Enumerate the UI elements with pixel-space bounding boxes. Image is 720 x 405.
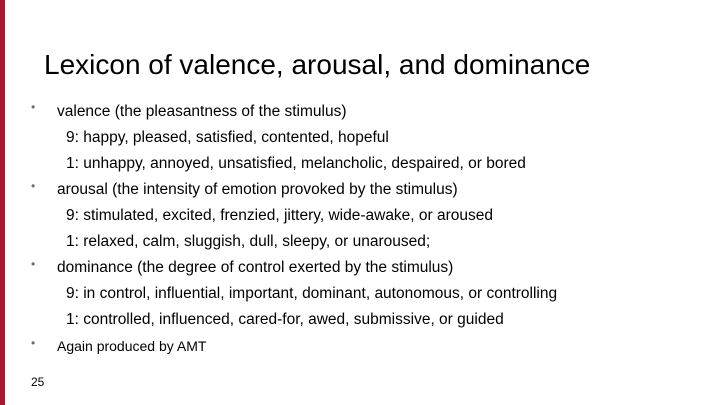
term-description: (the pleasantness of the stimulus) [110, 103, 347, 120]
list-item-valence [57, 102, 347, 122]
slide-accent-bar [0, 0, 5, 405]
term-description: (the intensity of emotion provoked by the stimulus) [107, 181, 458, 198]
arousal-high-words: 9: stimulated, excited, frenzied, jittery, wide-awake, or aroused [66, 207, 494, 224]
slide-number: 25 [31, 375, 45, 389]
term-label: arousal [57, 181, 108, 198]
note-text: Again produced by AMT [57, 338, 207, 354]
valence-high-words: 9: happy, pleased, satisfied, contented, hopeful [66, 129, 389, 146]
bullet-icon: • [31, 179, 36, 193]
slide-title: Lexicon of valence, arousal, and dominance [44, 49, 591, 80]
list-item-arousal [57, 180, 458, 200]
valence-low-words: 1: unhappy, annoyed, unsatisfied, melancholic, despaired, or bored [66, 155, 526, 172]
term-label: valence [57, 103, 111, 120]
term-label: dominance [57, 259, 133, 276]
dominance-high-words: 9: in control, influential, important, dominant, autonomous, or controlling [66, 285, 558, 302]
bullet-icon: • [31, 100, 36, 114]
arousal-low-words: 1: relaxed, calm, sluggish, dull, sleepy, or unaroused; [66, 233, 431, 250]
bullet-icon: • [31, 257, 36, 271]
dominance-low-words: 1: controlled, influenced, cared-for, awed, submissive, or guided [66, 311, 504, 328]
term-description: (the degree of control exerted by the stimulus) [132, 259, 454, 276]
bullet-icon: • [31, 336, 36, 350]
list-item-dominance [57, 258, 453, 278]
